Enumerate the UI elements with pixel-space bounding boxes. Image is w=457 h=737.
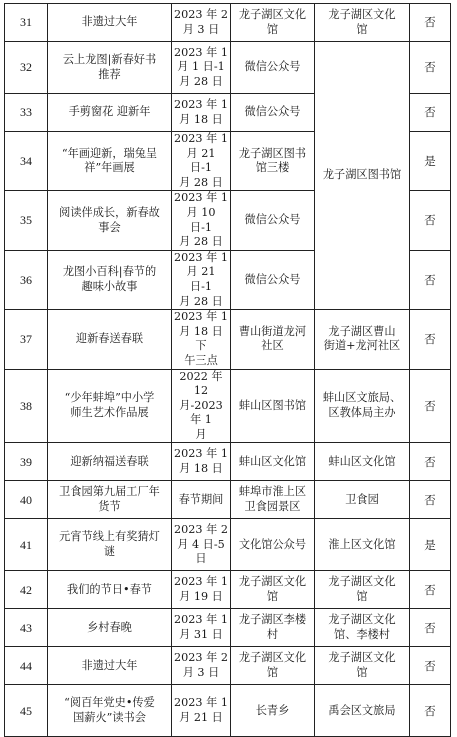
- cell-organizer: 龙子湖区文化 馆: [315, 571, 410, 609]
- cell-flag: 否: [410, 443, 451, 481]
- table-row: [5, 647, 451, 685]
- table-row: [5, 571, 451, 609]
- cell-time: 2023 年 1 月 10 日-1 月 28 日: [172, 191, 231, 250]
- cell-location: 微信公众号: [231, 42, 315, 94]
- cell-activity-name: 迎新春送春联: [48, 310, 172, 369]
- cell-location: 长青乡: [231, 685, 315, 737]
- cell-flag: 否: [410, 42, 451, 94]
- cell-organizer: 蚌山区文化馆: [315, 443, 410, 481]
- cell-number: 41: [5, 519, 48, 571]
- table-row: [5, 481, 451, 519]
- cell-location: 微信公众号: [231, 250, 315, 309]
- cell-number: 38: [5, 369, 48, 443]
- table-row: [5, 4, 451, 42]
- cell-number: 32: [5, 42, 48, 94]
- cell-activity-name: “少年蚌埠”中小学 师生艺术作品展: [48, 369, 172, 443]
- cell-number: 31: [5, 4, 48, 42]
- cell-number: 39: [5, 443, 48, 481]
- cell-organizer: 龙子湖区文化 馆: [315, 647, 410, 685]
- cell-organizer: 蚌山区文旅局、 区教体局主办: [315, 369, 410, 443]
- cell-number: 42: [5, 571, 48, 609]
- cell-location: 文化馆公众号: [231, 519, 315, 571]
- cell-time: 2023 年 1 月 19 日: [172, 571, 231, 609]
- cell-organizer-merged: 龙子湖区图书馆: [315, 42, 410, 310]
- cell-flag: 否: [410, 481, 451, 519]
- cell-time: 2023 年 2 月 3 日: [172, 647, 231, 685]
- table-row: [5, 443, 451, 481]
- cell-location: 微信公众号: [231, 191, 315, 250]
- cell-time: 2023 年 2 月 4 日-5 日: [172, 519, 231, 571]
- cell-location: 蚌埠市淮上区 卫食园景区: [231, 481, 315, 519]
- cell-number: 37: [5, 310, 48, 369]
- cell-flag: 是: [410, 132, 451, 191]
- cell-number: 35: [5, 191, 48, 250]
- cell-activity-name: 元宵节线上有奖猜灯 谜: [48, 519, 172, 571]
- cell-location: 蚌山区文化馆: [231, 443, 315, 481]
- cell-organizer: 龙子湖区文化 馆: [315, 4, 410, 42]
- cell-flag: 否: [410, 369, 451, 443]
- table-row: [5, 685, 451, 737]
- cell-number: 33: [5, 94, 48, 132]
- cell-activity-name: 阅读伴成长，新春故 事会: [48, 191, 172, 250]
- cell-location: 龙子湖区文化 馆: [231, 571, 315, 609]
- cell-time: 2023 年 2 月 3 日: [172, 4, 231, 42]
- cell-location: 龙子湖区图书 馆三楼: [231, 132, 315, 191]
- cell-flag: 否: [410, 647, 451, 685]
- cell-time: 2023 年 1 月 31 日: [172, 609, 231, 647]
- cell-time: 2022 年 12 月-2023 年 1 月: [172, 369, 231, 443]
- cell-activity-name: 非遗过大年: [48, 4, 172, 42]
- cell-activity-name: 乡村春晚: [48, 609, 172, 647]
- cell-activity-name: 手剪窗花 迎新年: [48, 94, 172, 132]
- cell-location: 龙子湖区文化 馆: [231, 647, 315, 685]
- cell-organizer: 淮上区文化馆: [315, 519, 410, 571]
- event-table-body: [5, 4, 451, 737]
- cell-activity-name: 非遗过大年: [48, 647, 172, 685]
- cell-location: 曹山街道龙河 社区: [231, 310, 315, 369]
- cell-activity-name: 我们的节日•春节: [48, 571, 172, 609]
- cell-location: 蚌山区图书馆: [231, 369, 315, 443]
- cell-number: 34: [5, 132, 48, 191]
- cell-flag: 否: [410, 685, 451, 737]
- cell-time: 2023 年 1 月 18 日: [172, 443, 231, 481]
- table-row: [5, 609, 451, 647]
- cell-flag: 是: [410, 519, 451, 571]
- cell-number: 43: [5, 609, 48, 647]
- cell-organizer: 禹会区文旅局: [315, 685, 410, 737]
- cell-number: 40: [5, 481, 48, 519]
- cell-organizer: 龙子湖区文化 馆、李楼村: [315, 609, 410, 647]
- cell-time: 2023 年 1 月 18 日下 午三点: [172, 310, 231, 369]
- cell-activity-name: 云上龙图|新春好书 推荐: [48, 42, 172, 94]
- cell-time: 2023 年 1 月 18 日: [172, 94, 231, 132]
- cell-activity-name: “阅百年党史•传爱 国薪火”读书会: [48, 685, 172, 737]
- cell-organizer: 卫食园: [315, 481, 410, 519]
- cell-number: 45: [5, 685, 48, 737]
- cell-flag: 否: [410, 4, 451, 42]
- cell-time: 2023 年 1 月 21 日: [172, 685, 231, 737]
- cell-number: 36: [5, 250, 48, 309]
- event-table: [4, 3, 451, 737]
- cell-flag: 否: [410, 250, 451, 309]
- cell-location: 微信公众号: [231, 94, 315, 132]
- table-row: [5, 519, 451, 571]
- cell-flag: 否: [410, 609, 451, 647]
- cell-flag: 否: [410, 191, 451, 250]
- cell-time: 2023 年 1 月 21 日-1 月 28 日: [172, 250, 231, 309]
- table-row: [5, 369, 451, 443]
- cell-activity-name: 卫食园第九届工厂年 货节: [48, 481, 172, 519]
- cell-time: 2023 年 1 月 1 日-1 月 28 日: [172, 42, 231, 94]
- cell-flag: 否: [410, 94, 451, 132]
- cell-activity-name: 龙图小百科|春节的 趣味小故事: [48, 250, 172, 309]
- table-row: [5, 42, 451, 94]
- cell-activity-name: 迎新纳福送春联: [48, 443, 172, 481]
- cell-location: 龙子湖区文化 馆: [231, 4, 315, 42]
- cell-flag: 否: [410, 571, 451, 609]
- cell-number: 44: [5, 647, 48, 685]
- cell-flag: 否: [410, 310, 451, 369]
- cell-location: 龙子湖区李楼 村: [231, 609, 315, 647]
- cell-time: 2023 年 1 月 21 日-1 月 28 日: [172, 132, 231, 191]
- cell-organizer: 龙子湖区曹山 街道+龙河社区: [315, 310, 410, 369]
- table-row: [5, 310, 451, 369]
- cell-activity-name: “年画迎新，瑞兔呈 祥”年画展: [48, 132, 172, 191]
- cell-time: 春节期间: [172, 481, 231, 519]
